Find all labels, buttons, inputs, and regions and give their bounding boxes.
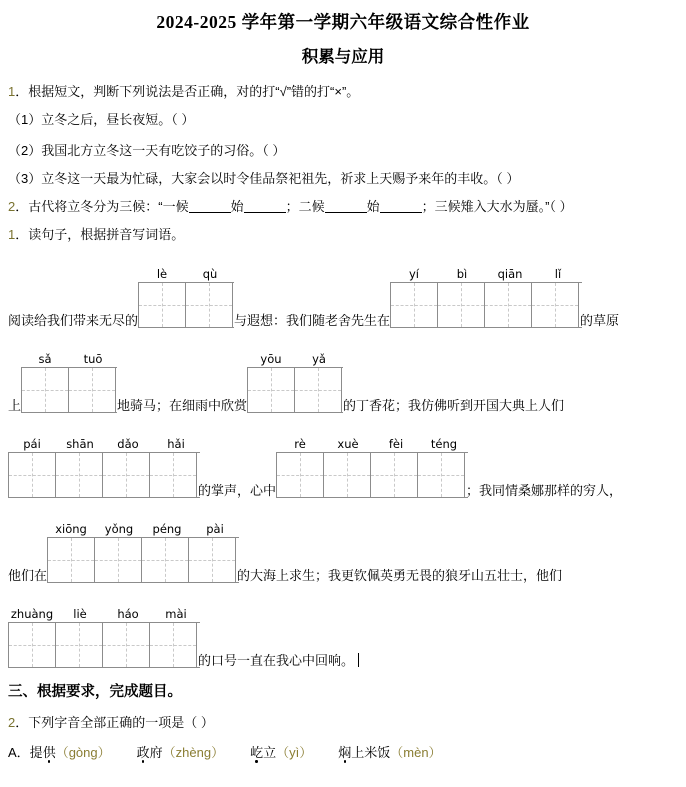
row-lead-text: 阅读给我们带来无尽的 bbox=[8, 312, 139, 328]
character-cell[interactable] bbox=[277, 453, 324, 497]
option-a-label: A． bbox=[8, 744, 30, 760]
character-box-group[interactable] bbox=[8, 452, 200, 498]
pinyin-syllable: qù bbox=[202, 266, 218, 281]
question-2-suffix: ；三候雉入大水为蜃。”（ ） bbox=[421, 199, 573, 215]
pinyin-syllable: bì bbox=[456, 266, 468, 281]
option-word-text: 府 bbox=[149, 744, 163, 760]
character-cell[interactable] bbox=[324, 453, 371, 497]
row-middle-text: 与遐想：我们随老舍先生在 bbox=[234, 312, 391, 328]
character-cell[interactable] bbox=[189, 538, 236, 582]
tianzige-grid[interactable] bbox=[276, 436, 468, 498]
pinyin-grid-row bbox=[0, 585, 686, 670]
pinyin-row bbox=[276, 436, 468, 452]
option-pinyin: （mèn） bbox=[390, 744, 442, 760]
pinyin-row bbox=[138, 266, 234, 282]
character-cell[interactable] bbox=[48, 538, 95, 582]
character-box-group[interactable] bbox=[8, 622, 200, 668]
tianzige-grid[interactable] bbox=[138, 266, 234, 328]
row-lead-text: 他们在 bbox=[8, 567, 48, 583]
row-tail-text: ；我同情桑娜那样的穷人， bbox=[466, 482, 623, 498]
option-word-text: 立 bbox=[263, 744, 277, 760]
tianzige-grid[interactable] bbox=[390, 266, 582, 328]
character-cell[interactable] bbox=[485, 283, 532, 327]
character-cell[interactable] bbox=[150, 453, 197, 497]
pinyin-grid-row bbox=[0, 415, 686, 500]
row-middle-text: 地骑马；在细雨中欣赏 bbox=[117, 397, 248, 413]
pinyin-row bbox=[47, 521, 239, 537]
option-a[interactable] bbox=[8, 742, 686, 761]
character-cell[interactable] bbox=[295, 368, 342, 412]
option-word-text: 提 bbox=[29, 744, 43, 760]
row-tail-text: 的丁香花；我仿佛听到开国大典上人们 bbox=[343, 397, 565, 413]
character-cell[interactable] bbox=[103, 623, 150, 667]
row-tail-text: 的口号一直在我心中回响。 bbox=[198, 652, 355, 668]
question-1-item-1: （1）立冬之后，昼长夜短。（ ） bbox=[8, 111, 195, 127]
pinyin-exercise-text: ．读句子，根据拼音写词语。 bbox=[15, 227, 185, 243]
pinyin-syllable: pài bbox=[206, 521, 224, 536]
character-cell[interactable] bbox=[56, 623, 103, 667]
pinyin-exercise-number: 1 bbox=[8, 227, 16, 243]
question-2-mid-1: 始 bbox=[230, 199, 244, 215]
character-cell[interactable] bbox=[139, 283, 186, 327]
pinyin-syllable: hǎi bbox=[167, 436, 185, 451]
pinyin-syllable: liè bbox=[73, 606, 87, 621]
question-1-prompt bbox=[8, 83, 686, 102]
pinyin-exercise-prompt bbox=[8, 226, 686, 245]
character-cell[interactable] bbox=[22, 368, 69, 412]
pinyin-syllable: lè bbox=[156, 266, 168, 281]
pinyin-syllable: rè bbox=[294, 436, 306, 451]
character-cell[interactable] bbox=[186, 283, 233, 327]
question-1-number: 1 bbox=[8, 83, 16, 99]
tianzige-grid[interactable] bbox=[8, 436, 200, 498]
question-1-item-3: （3）立冬这一天最为忙碌，大家会以时令佳品祭祀祖先，祈求上天赐予来年的丰收。（ ） bbox=[8, 171, 520, 187]
question-1-text: ．根据短文，判断下列说法是否正确，对的打“√”错的打“×”。 bbox=[15, 83, 360, 99]
fill-blank-4[interactable] bbox=[380, 199, 422, 213]
pinyin-syllable: tuō bbox=[83, 351, 103, 366]
emphasized-character: 焖 bbox=[338, 742, 351, 761]
character-cell[interactable] bbox=[9, 623, 56, 667]
character-cell[interactable] bbox=[9, 453, 56, 497]
pinyin-syllable: pái bbox=[23, 436, 41, 451]
pinyin-row bbox=[21, 351, 117, 367]
character-cell[interactable] bbox=[103, 453, 150, 497]
pinyin-grid-row bbox=[0, 500, 686, 585]
text-cursor bbox=[356, 653, 359, 667]
question-1-item-2: （2）我国北方立冬这一天有吃饺子的习俗。（ ） bbox=[8, 143, 286, 159]
pinyin-syllable: xiōng bbox=[55, 521, 87, 536]
pinyin-grid-rows bbox=[0, 245, 686, 670]
character-cell[interactable] bbox=[438, 283, 485, 327]
section-3-question-text: ．下列字音全部正确的一项是（ ） bbox=[15, 714, 214, 730]
pinyin-grid-row bbox=[0, 245, 686, 330]
row-middle-text: 的掌声，心中 bbox=[198, 482, 277, 498]
fill-blank-2[interactable] bbox=[244, 199, 286, 213]
character-cell[interactable] bbox=[95, 538, 142, 582]
pinyin-syllable: shān bbox=[66, 436, 94, 451]
pinyin-syllable: zhuàng bbox=[10, 606, 54, 621]
pinyin-syllable: sǎ bbox=[38, 351, 52, 366]
character-box-group[interactable] bbox=[247, 367, 343, 413]
row-lead-text: 上 bbox=[8, 397, 22, 413]
fill-blank-1[interactable] bbox=[189, 199, 231, 213]
character-cell[interactable] bbox=[142, 538, 189, 582]
tianzige-grid[interactable] bbox=[8, 606, 200, 668]
option-word-group bbox=[137, 745, 224, 760]
character-box-group[interactable] bbox=[276, 452, 468, 498]
pinyin-syllable: fèi bbox=[388, 436, 404, 451]
pinyin-syllable: háo bbox=[117, 606, 139, 621]
pinyin-syllable: téng bbox=[430, 436, 458, 451]
character-cell[interactable] bbox=[532, 283, 579, 327]
section-3-question bbox=[8, 712, 686, 731]
option-pinyin: （yì） bbox=[276, 744, 313, 760]
emphasized-character: 屹 bbox=[250, 742, 263, 761]
worksheet-page bbox=[0, 12, 686, 787]
page-title: 2024-2025 学年第一学期六年级语文综合性作业 bbox=[156, 12, 530, 32]
pinyin-row bbox=[8, 606, 200, 622]
row-tail-text: 的草原 bbox=[580, 312, 620, 328]
question-2-mid-2: ；二候 bbox=[285, 199, 325, 215]
tianzige-grid[interactable] bbox=[21, 351, 117, 413]
character-cell[interactable] bbox=[391, 283, 438, 327]
pinyin-syllable: xuè bbox=[337, 436, 359, 451]
character-cell[interactable] bbox=[69, 368, 116, 412]
pinyin-syllable: yǒng bbox=[104, 521, 134, 536]
pinyin-syllable: dǎo bbox=[117, 436, 139, 451]
option-word-group bbox=[250, 745, 312, 760]
option-word-group bbox=[30, 745, 111, 760]
emphasized-character: 供 bbox=[43, 742, 56, 761]
pinyin-syllable: qiān bbox=[497, 266, 523, 281]
pinyin-row bbox=[8, 436, 200, 452]
character-cell[interactable] bbox=[418, 453, 465, 497]
question-2-number: 2 bbox=[8, 199, 16, 215]
tianzige-grid[interactable] bbox=[47, 521, 239, 583]
question-2-prefix: ．古代将立冬分为三候：“一候 bbox=[15, 199, 189, 215]
page-subtitle: 积累与应用 bbox=[301, 47, 385, 66]
pinyin-syllable: yǎ bbox=[312, 351, 326, 366]
pinyin-grid-row bbox=[0, 330, 686, 415]
character-box-group[interactable] bbox=[138, 282, 234, 328]
character-box-group[interactable] bbox=[21, 367, 117, 413]
fill-blank-3[interactable] bbox=[325, 199, 367, 213]
section-3-question-number: 2 bbox=[8, 714, 16, 730]
section-3-heading: 三、根据要求，完成题目。 bbox=[8, 683, 182, 700]
character-cell[interactable] bbox=[371, 453, 418, 497]
tianzige-grid[interactable] bbox=[247, 351, 343, 413]
character-cell[interactable] bbox=[56, 453, 103, 497]
option-word-text: 上米饭 bbox=[351, 744, 391, 760]
pinyin-row bbox=[390, 266, 582, 282]
pinyin-syllable: péng bbox=[152, 521, 182, 536]
row-tail-text: 的大海上求生；我更钦佩英勇无畏的狼牙山五壮士，他们 bbox=[237, 567, 563, 583]
pinyin-syllable: mài bbox=[165, 606, 187, 621]
pinyin-syllable: lǐ bbox=[554, 266, 562, 281]
character-cell[interactable] bbox=[248, 368, 295, 412]
option-pinyin: （zhèng） bbox=[162, 744, 225, 760]
emphasized-character: 政 bbox=[137, 742, 150, 761]
pinyin-row bbox=[247, 351, 343, 367]
character-cell[interactable] bbox=[150, 623, 197, 667]
option-pinyin: （gòng） bbox=[55, 744, 111, 760]
option-word-group bbox=[338, 745, 441, 760]
question-2-mid-3: 始 bbox=[366, 199, 380, 215]
question-2-line bbox=[8, 198, 686, 217]
character-box-group[interactable] bbox=[390, 282, 582, 328]
pinyin-syllable: yōu bbox=[260, 351, 282, 366]
character-box-group[interactable] bbox=[47, 537, 239, 583]
pinyin-syllable: yí bbox=[408, 266, 419, 281]
